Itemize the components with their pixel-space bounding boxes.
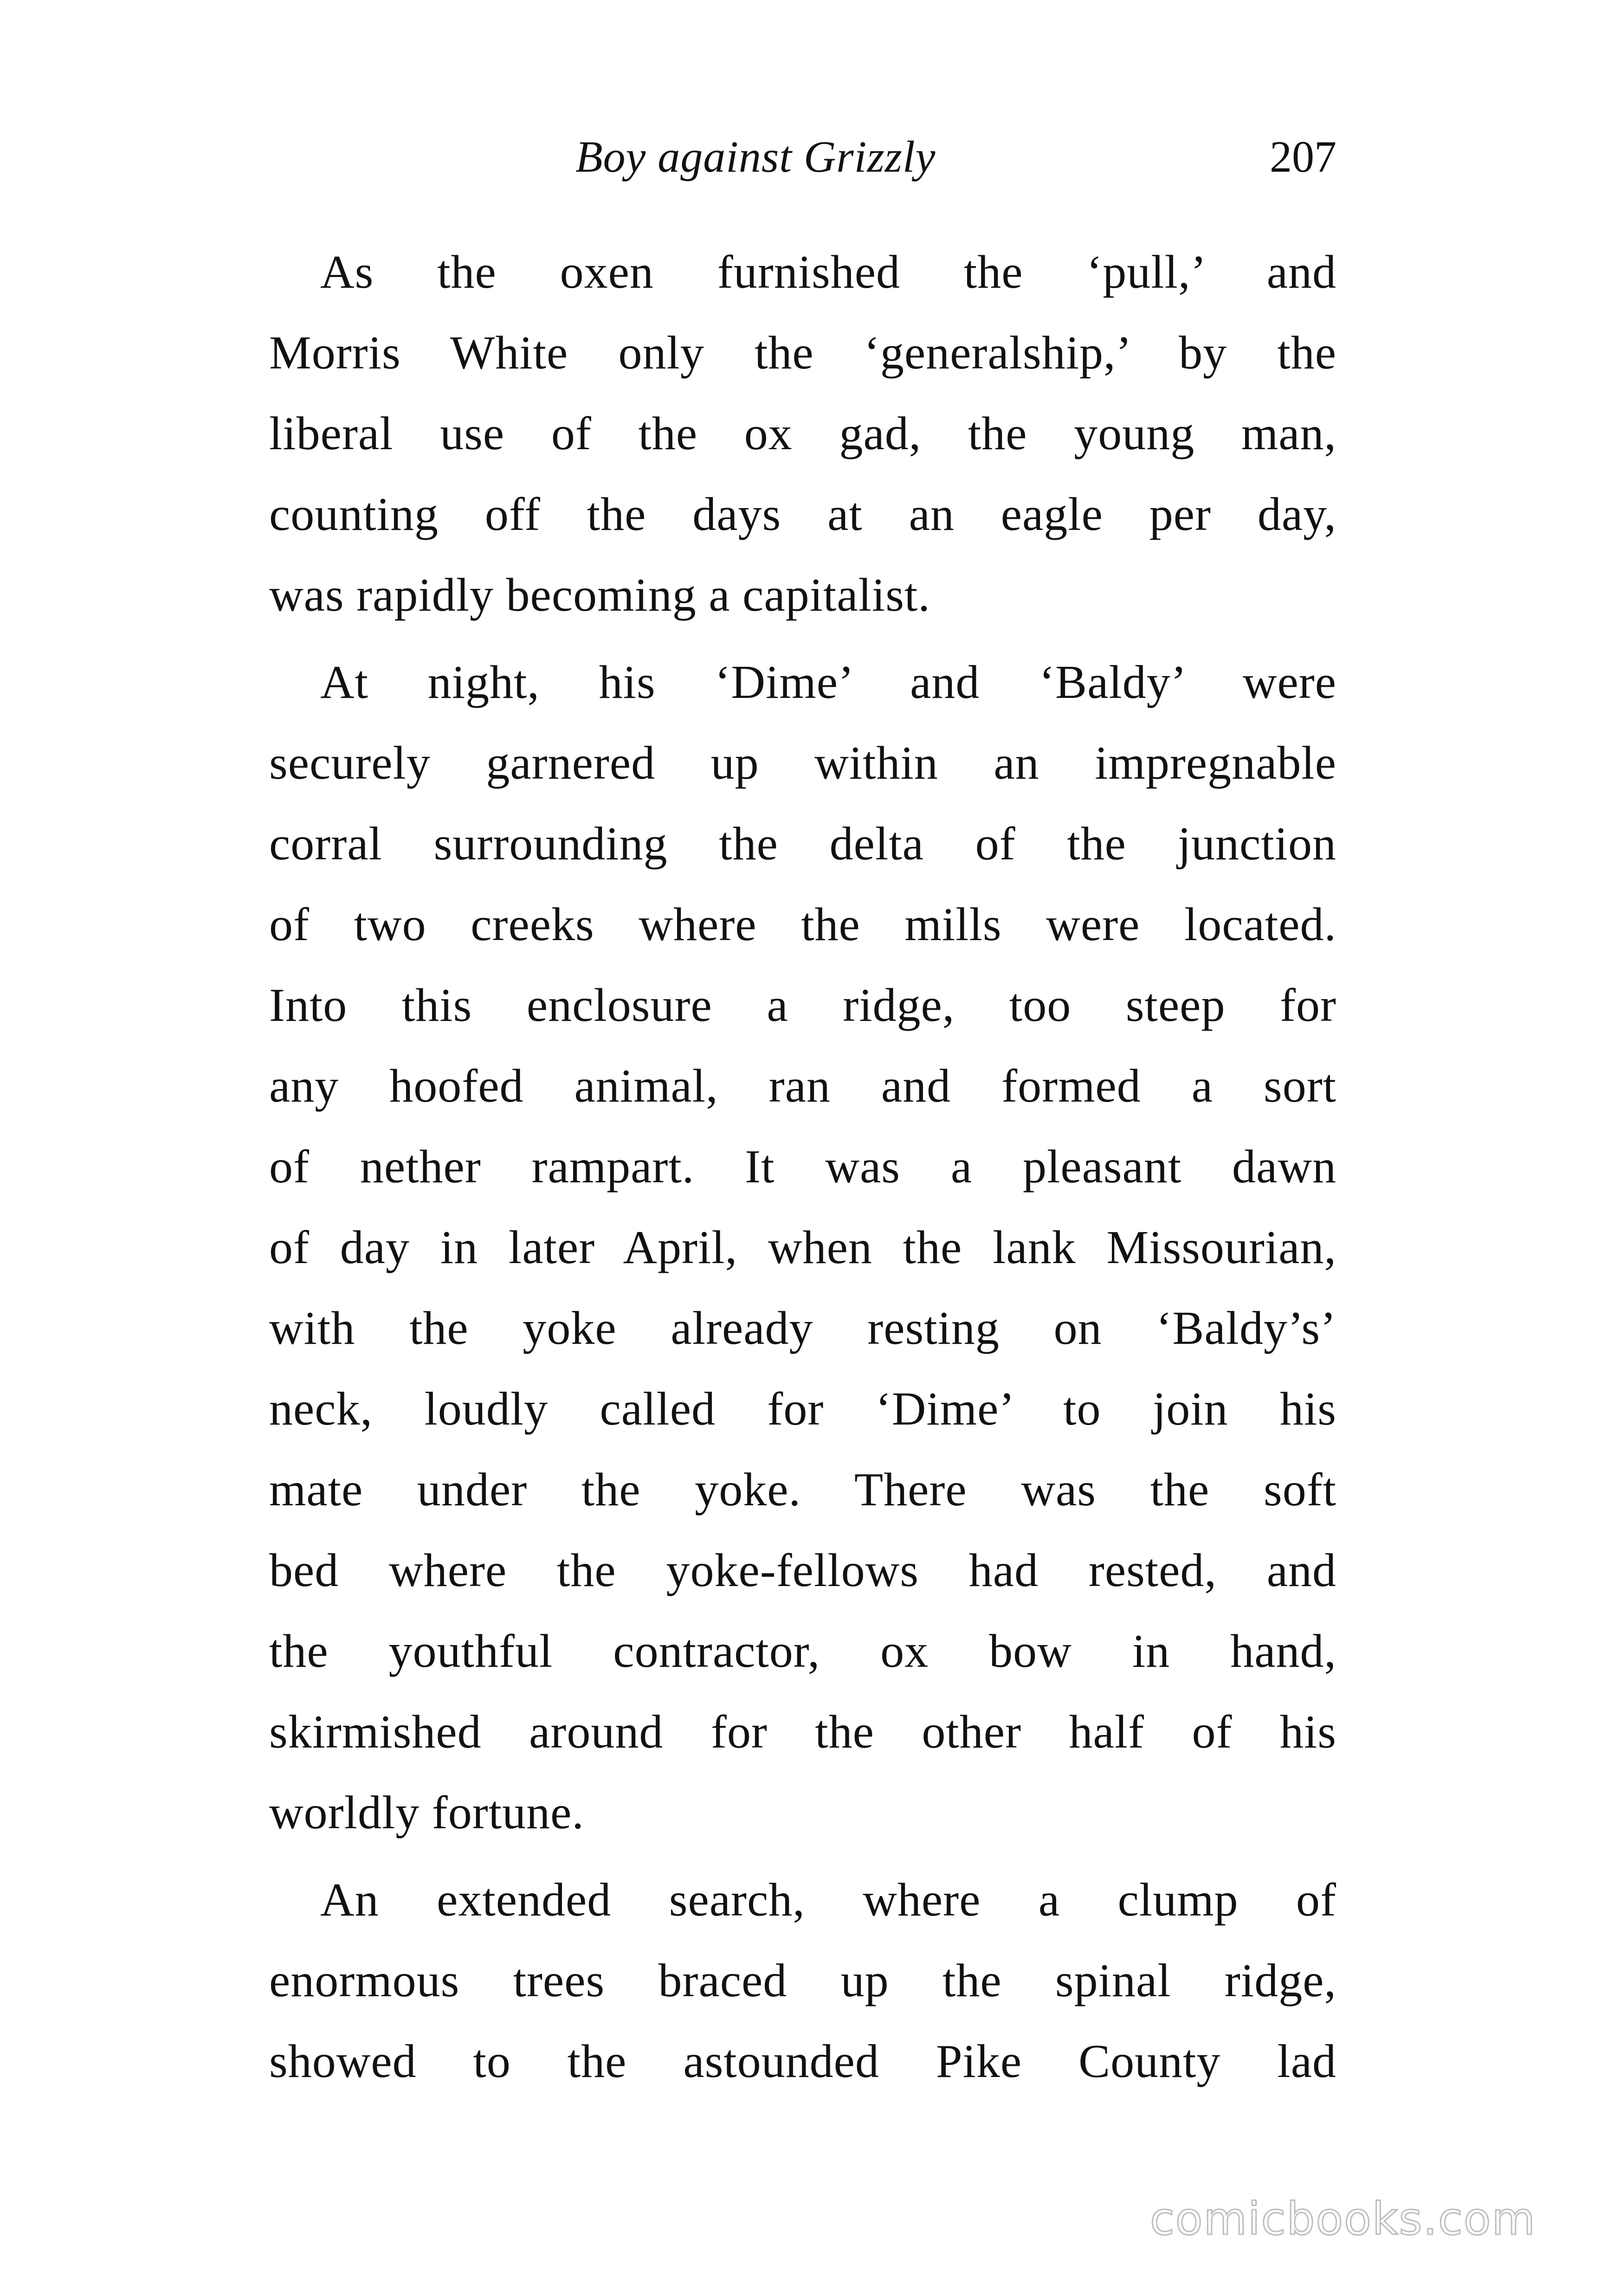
- text-line: bed where the yoke-fellows had rested, and: [269, 1544, 1336, 1597]
- text-line: of nether rampart. It was a pleasant dawn: [269, 1141, 1336, 1193]
- text-line: securely garnered up within an impregnable: [269, 737, 1336, 789]
- text-line: Morris White only the ‘generalship,’ by the: [269, 327, 1336, 379]
- text-line: At night, his ‘Dime’ and ‘Baldy’ were: [320, 656, 1336, 709]
- running-head: [269, 131, 1336, 196]
- running-title: Boy against Grizzly: [575, 132, 936, 181]
- text-line: of two creeks where the mills were located.: [269, 898, 1336, 951]
- text-line: with the yoke already resting on ‘Baldy’s’: [269, 1302, 1336, 1354]
- watermark: comicbooks.com: [1149, 2193, 1536, 2245]
- text-line: the youthful contractor, ox bow in hand,: [269, 1625, 1336, 1677]
- text-line: As the oxen furnished the ‘pull,’ and: [320, 246, 1336, 298]
- text-line: Into this enclosure a ridge, too steep for: [269, 979, 1336, 1032]
- text-line: liberal use of the ox gad, the young man,: [269, 407, 1336, 460]
- text-line: showed to the astounded Pike County lad: [269, 2035, 1336, 2088]
- page-number: 207: [1270, 132, 1336, 181]
- text-line: of day in later April, when the lank Missourian,: [269, 1221, 1336, 1274]
- text-line: enormous trees braced up the spinal ridge,: [269, 1954, 1336, 2007]
- text-line: neck, loudly called for ‘Dime’ to join his: [269, 1383, 1336, 1435]
- text-line: was rapidly becoming a capitalist.: [269, 569, 930, 621]
- text-line: mate under the yoke. There was the soft: [269, 1464, 1336, 1516]
- paragraph-3: [269, 1860, 1336, 2102]
- text-line: An extended search, where a clump of: [320, 1874, 1336, 1926]
- body-text: [269, 232, 1336, 2109]
- paragraph-1: [269, 232, 1336, 636]
- text-line: corral surrounding the delta of the junction: [269, 818, 1336, 870]
- text-line: worldly fortune.: [269, 1786, 584, 1839]
- text-line: any hoofed animal, ran and formed a sort: [269, 1060, 1336, 1112]
- text-line: skirmished around for the other half of his: [269, 1706, 1336, 1758]
- text-line: counting off the days at an eagle per day,: [269, 488, 1336, 541]
- paragraph-2: [269, 642, 1336, 1853]
